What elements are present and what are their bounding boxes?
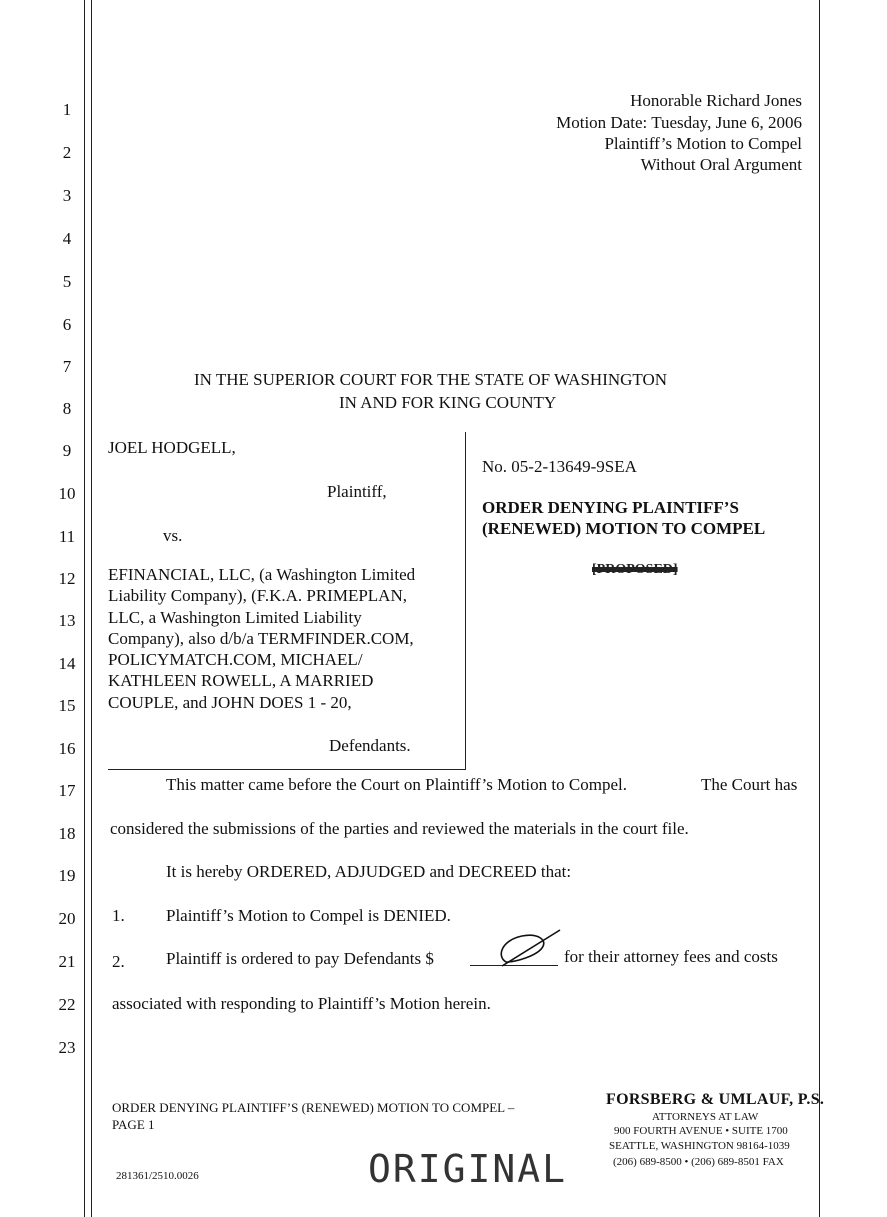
motion-date: Motion Date: Tuesday, June 6, 2006 xyxy=(556,113,802,132)
item-2-text-a: Plaintiff is ordered to pay Defendants $ xyxy=(166,949,434,968)
original-stamp: ORIGINAL xyxy=(368,1147,568,1191)
firm-name: FORSBERG & UMLAUF, P.S. xyxy=(606,1091,825,1108)
defendant-role: Defendants. xyxy=(329,736,411,755)
judge-name: Honorable Richard Jones xyxy=(630,91,802,110)
line-number: 14 xyxy=(58,654,76,673)
defendant-line: EFINANCIAL, LLC, (a Washington Limited xyxy=(108,565,416,584)
line-number: 16 xyxy=(58,739,76,758)
body-paragraph-1-a: This matter came before the Court on Plaintiff’s Motion to Compel. xyxy=(166,775,627,794)
line-number: 11 xyxy=(58,527,76,546)
line-number: 20 xyxy=(58,909,76,928)
court-heading-line2: IN AND FOR KING COUNTY xyxy=(339,393,557,412)
line-number: 7 xyxy=(62,357,72,376)
order-title-line1: ORDER DENYING PLAINTIFF’S xyxy=(482,498,739,517)
line-number: 22 xyxy=(58,995,76,1014)
line-number: 3 xyxy=(62,186,72,205)
line-number: 6 xyxy=(62,315,72,334)
plaintiff-name: JOEL HODGELL, xyxy=(108,438,236,457)
firm-address-line2: SEATTLE, WASHINGTON 98164-1039 xyxy=(609,1140,790,1152)
line-number: 12 xyxy=(58,569,76,588)
item-1-text: Plaintiff’s Motion to Compel is DENIED. xyxy=(166,906,451,925)
document-number: 281361/2510.0026 xyxy=(116,1170,199,1182)
item-2-text-b: for their attorney fees and costs xyxy=(564,947,778,966)
item-1-number: 1. xyxy=(112,906,125,925)
motion-name: Plaintiff’s Motion to Compel xyxy=(604,134,802,153)
versus: vs. xyxy=(163,526,183,545)
order-title-line2: (RENEWED) MOTION TO COMPEL xyxy=(482,519,766,538)
line-number: 1 xyxy=(62,100,72,119)
plaintiff-role: Plaintiff, xyxy=(327,482,387,501)
left-margin-rule-inner xyxy=(91,0,92,1217)
line-number: 4 xyxy=(62,229,72,248)
handwritten-zero-mark xyxy=(492,926,572,970)
case-number: No. 05-2-13649-9SEA xyxy=(482,457,637,476)
line-number: 8 xyxy=(62,399,72,418)
firm-phone: (206) 689-8500 • (206) 689-8501 FAX xyxy=(613,1156,784,1168)
defendant-line: Company), also d/b/a TERMFINDER.COM, xyxy=(108,629,414,648)
defendant-line: LLC, a Washington Limited Liability xyxy=(108,608,362,627)
struck-proposed-label: [PROPOSED] xyxy=(592,562,678,577)
body-paragraph-1-line2: considered the submissions of the parties and reviewed the materials in the court file. xyxy=(110,819,689,838)
line-number: 9 xyxy=(62,441,72,460)
defendant-line: KATHLEEN ROWELL, A MARRIED xyxy=(108,671,374,690)
defendant-line: COUPLE, and JOHN DOES 1 - 20, xyxy=(108,693,352,712)
defendant-line: Liability Company), (F.K.A. PRIMEPLAN, xyxy=(108,586,407,605)
caption-bottom-rule xyxy=(108,769,466,770)
line-number: 5 xyxy=(62,272,72,291)
firm-subtitle: ATTORNEYS AT LAW xyxy=(652,1111,759,1123)
footer-title-line1: ORDER DENYING PLAINTIFF’S (RENEWED) MOTION TO COMPEL – xyxy=(112,1100,515,1115)
line-number: 10 xyxy=(58,484,76,503)
court-heading-line1: IN THE SUPERIOR COURT FOR THE STATE OF WASHINGTON xyxy=(194,370,668,389)
body-paragraph-2: It is hereby ORDERED, ADJUDGED and DECREED that: xyxy=(166,862,572,881)
footer-page: PAGE 1 xyxy=(112,1117,155,1132)
item-2-line2: associated with responding to Plaintiff’s Motion herein. xyxy=(112,994,491,1013)
line-number: 23 xyxy=(58,1038,76,1057)
line-number: 15 xyxy=(58,696,76,715)
caption-divider xyxy=(465,432,466,769)
item-2-number: 2. xyxy=(112,952,125,971)
left-margin-rule-outer xyxy=(84,0,85,1217)
oral-argument-note: Without Oral Argument xyxy=(640,155,802,174)
defendant-line: POLICYMATCH.COM, MICHAEL/ xyxy=(108,650,363,669)
line-number: 2 xyxy=(62,143,72,162)
line-number: 18 xyxy=(58,824,76,843)
body-paragraph-1-b: The Court has xyxy=(701,775,798,794)
firm-address-line1: 900 FOURTH AVENUE • SUITE 1700 xyxy=(614,1125,788,1137)
line-number: 13 xyxy=(58,611,76,630)
line-number: 17 xyxy=(58,781,76,800)
line-number: 21 xyxy=(58,952,76,971)
line-number: 19 xyxy=(58,866,76,885)
right-margin-rule xyxy=(819,0,820,1217)
